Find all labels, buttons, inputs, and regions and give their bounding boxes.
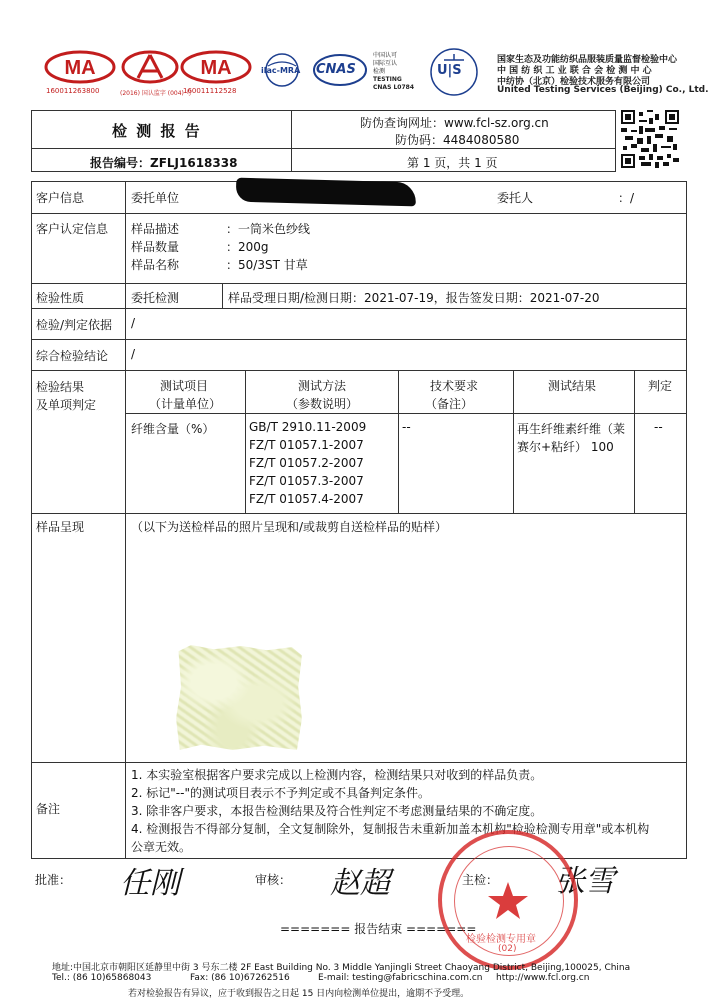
verify-url-link[interactable]: www.fcl-sz.org.cn (444, 116, 549, 130)
header-tech-req: 技术要求 (430, 379, 479, 393)
review-label: 审核： (255, 873, 292, 887)
row-result-2: 赛尔+粘纤） 100 (517, 440, 614, 454)
org-name-cn-3: 中纺协（北京）检验技术服务有限公司 (497, 77, 651, 87)
ma-number-2: 160011112528 (183, 87, 237, 95)
note-2: 2. 标记"--"的测试项目表示不予判定或不具备判定条件。 (131, 786, 430, 800)
svg-text:MA: MA (64, 57, 96, 79)
row-method-1: GB/T 2910.11-2009 (249, 420, 367, 434)
sample-desc-value: ：一筒米色纱线 (226, 222, 311, 236)
header-verdict: 判定 (648, 379, 673, 393)
ca-logo (120, 50, 180, 86)
footer-notice: 若对检验报告有异议，应于收到报告之日起 15 日内向检测单位提出，逾期不予受理。 (128, 989, 470, 999)
basis-value: / (131, 316, 136, 330)
org-name-cn-1: 国家生态及功能纺织品服装质量监督检验中心 (497, 55, 678, 65)
header-test-item: 测试项目 (160, 379, 209, 393)
note-1: 1. 本实验室根据客户要求完成以上检测内容，检测结果只对收到的样品负责。 (131, 768, 543, 782)
ma-logo-1 (44, 50, 116, 86)
conclusion-value: / (131, 347, 136, 361)
approve-signature: 任刚 (120, 866, 180, 901)
ma-logo-2 (180, 50, 252, 86)
sample-name-value: ：50/3ST 甘草 (226, 258, 308, 272)
qr-code-icon (621, 110, 679, 168)
inspection-type: 委托检测 (131, 291, 180, 305)
ca-text: (2016) 国认监字 (004) 号 (120, 90, 192, 97)
footer-website[interactable]: http://www.fcl.org.cn (496, 973, 590, 983)
photo-caption: （以下为送检样品的照片呈现和/或裁剪自送检样品的贴样） (131, 520, 448, 534)
header-tech-req-note: （备注） (425, 397, 474, 411)
row-method-5: FZ/T 01057.4-2007 (249, 492, 364, 506)
results-label-2: 及单项判定 (36, 398, 97, 412)
row-method-2: FZ/T 01057.1-2007 (249, 438, 364, 452)
photo-label: 样品呈现 (36, 520, 85, 534)
uts-text: U|S (437, 63, 462, 78)
approve-label: 批准： (35, 873, 72, 887)
client-info-label: 客户信息 (36, 191, 85, 205)
report-title: 检 测 报 告 (112, 122, 202, 140)
seal-code: (02) (498, 944, 517, 954)
notes-label: 备注 (36, 802, 61, 816)
cnas-desc: 中国认可 国际互认 检测 TESTING CNAS L0784 (373, 52, 415, 91)
anti-fake-code: 防伪码：4484080580 (395, 133, 520, 147)
sample-info-label: 客户认定信息 (36, 222, 109, 236)
row-method-3: FZ/T 01057.2-2007 (249, 456, 364, 470)
header-test-method: 测试方法 (298, 379, 347, 393)
sample-qty-value: ：200g (226, 240, 269, 254)
results-label-1: 检验结果 (36, 380, 85, 394)
footer-address: 地址:中国北京市朝阳区延静里中街 3 号东二楼 2F East Building No. 3 Middle Yanjingli Street Chaoyang District, Beijing,100025, China (52, 963, 631, 973)
contact-value: ：/ (618, 191, 635, 205)
org-name-en: United Testing Services (Beijing) Co., Ltd. (497, 85, 709, 95)
header-test-item-unit: （计量单位） (149, 397, 222, 411)
main-label: 主检： (462, 873, 499, 887)
row-requirement: -- (402, 420, 411, 434)
sample-photo (176, 645, 302, 750)
review-signature: 赵超 (330, 866, 390, 901)
inspection-label: 检验性质 (36, 291, 85, 305)
conclusion-label: 综合检验结论 (36, 349, 109, 363)
basis-label: 检验/判定依据 (36, 318, 113, 332)
header-test-result: 测试结果 (548, 379, 597, 393)
footer-fax: Fax: (86 10)67262516 (190, 973, 290, 983)
verify-url-line: 防伪查询网址：www.fcl-sz.org.cn (360, 116, 549, 130)
footer-email[interactable]: E-mail: testing@fabricschina.com.cn (318, 973, 483, 983)
main-signature: 张雪 (555, 864, 615, 899)
ilac-text: ilac-MRA (261, 66, 301, 75)
report-end: ======= 报告结束 ======= (280, 922, 477, 936)
row-result-1: 再生纤维素纤维（莱 (517, 422, 626, 436)
row-method-4: FZ/T 01057.3-2007 (249, 474, 364, 488)
inspection-dates: 样品受理日期/检测日期：2021-07-19，报告签发日期：2021-07-20 (228, 291, 600, 305)
ma-number-1: 160011263800 (46, 87, 100, 95)
row-test-item: 纤维含量（%） (131, 422, 215, 436)
sample-desc-key: 样品描述 (131, 222, 180, 236)
page-number: 第 1 页，共 1 页 (407, 156, 498, 170)
footer-tel: Tel.: (86 10)65868043 (52, 973, 152, 983)
note-3: 3. 除非客户要求，本报告检测结果及符合性判定不考虑测量结果的不确定度。 (131, 804, 543, 818)
redacted-client-unit (236, 178, 417, 207)
row-verdict: -- (654, 420, 663, 434)
official-seal (438, 830, 578, 970)
svg-text:MA: MA (200, 57, 232, 79)
sample-name-key: 样品名称 (131, 258, 180, 272)
note-4-cont: 公章无效。 (131, 840, 192, 854)
seal-bottom-text: 检验检测专用章 (466, 934, 536, 945)
client-unit-label: 委托单位 (131, 191, 180, 205)
contact-label: 委托人 (497, 191, 534, 205)
note-4: 4. 检测报告不得部分复制，全文复制除外，复制报告未重新加盖本机构"检验检测专用章"或本机构 (131, 822, 650, 836)
org-name-cn-2: 中 国 纺 织 工 业 联 合 会 检 测 中 心 (497, 66, 652, 76)
report-number: 报告编号：ZFLJ1618338 (90, 156, 238, 170)
cnas-text: CNAS (316, 62, 356, 77)
sample-qty-key: 样品数量 (131, 240, 180, 254)
header-test-method-param: （参数说明） (286, 397, 359, 411)
